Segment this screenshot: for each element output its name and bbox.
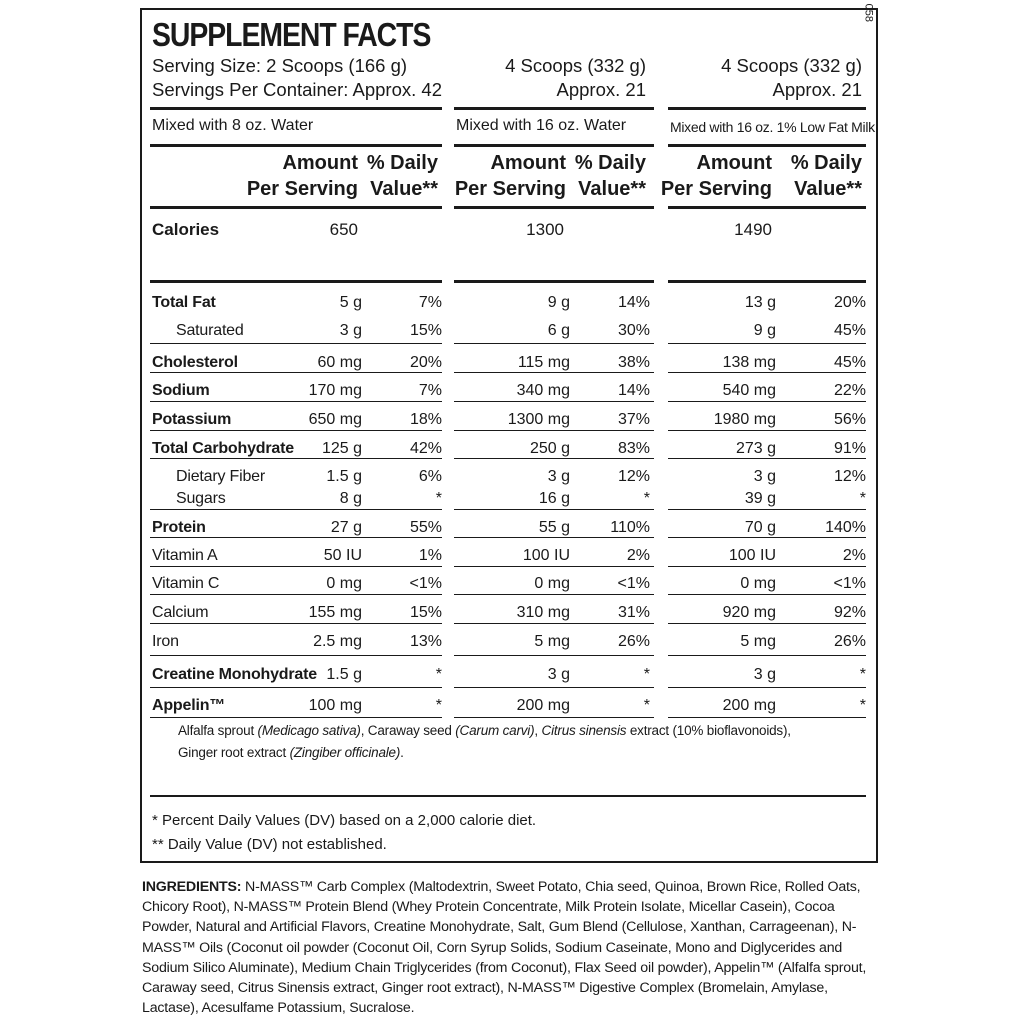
daily-value-col2: * [643, 666, 650, 683]
nutrient-row [142, 664, 880, 686]
amount-value-col3: 273 g [735, 440, 776, 457]
row-divider [454, 430, 654, 431]
daily-value-col2: 110% [610, 519, 650, 536]
row-divider [668, 594, 866, 595]
row-divider [454, 687, 654, 688]
daily-value-col2: 38% [617, 354, 650, 371]
divider [454, 280, 654, 283]
daily-value-col2: 31% [617, 604, 650, 621]
daily-value-col3: 26% [833, 633, 866, 650]
nutrient-label: Total Fat [152, 294, 216, 311]
label-code: 058 [862, 3, 874, 22]
daily-value-col3: 140% [825, 519, 866, 536]
footnote-dv: * Percent Daily Values (DV) based on a 2,000 calorie diet. [152, 812, 537, 829]
amount-value-col1: 170 mg [308, 382, 362, 399]
row-divider [150, 687, 442, 688]
row-divider [454, 401, 654, 402]
row-divider [668, 655, 866, 656]
daily-value-col2: 37% [617, 411, 650, 428]
amount-value-col3: 9 g [753, 322, 776, 339]
row-divider [668, 687, 866, 688]
row-divider [454, 717, 654, 718]
amount-value-col2: 9 g [547, 294, 570, 311]
nutrient-row [142, 545, 880, 567]
amount-header-col1: Amount Per Serving [246, 152, 358, 200]
row-divider [454, 594, 654, 595]
appelin-sources: Alfalfa sprout (Medicago sativa), Caraway seed (Carum carvi), Citrus sinensis extract (10% bioflavonoids), Ginger root extract (Zingiber officinale). [178, 723, 791, 760]
daily-value-col2: 12% [617, 468, 650, 485]
daily-value-col3: 22% [833, 382, 866, 399]
daily-value-col3: 20% [833, 294, 866, 311]
daily-value-col2: 83% [617, 440, 650, 457]
daily-value-col1: 15% [409, 322, 442, 339]
nutrient-row [142, 488, 880, 510]
amount-value-col2: 1300 mg [507, 411, 570, 428]
amount-value-col1: 1.5 g [326, 666, 362, 683]
daily-value-col3: 45% [833, 354, 866, 371]
amount-value-col1: 155 mg [308, 604, 362, 621]
amount-value-col2: 16 g [538, 490, 570, 507]
amount-value-col3: 200 mg [722, 697, 776, 714]
amount-value-col3: 0 mg [740, 575, 776, 592]
daily-value-col2: * [643, 490, 650, 507]
servings-per-container-col3: Approx. 21 [772, 79, 862, 100]
footnote-dv-not-established: ** Daily Value (DV) not established. [152, 836, 387, 853]
amount-value-col3: 13 g [744, 294, 776, 311]
amount-value-col2: 6 g [547, 322, 570, 339]
row-divider [150, 566, 442, 567]
nutrient-row [142, 695, 880, 717]
row-divider [668, 343, 866, 344]
nutrient-row [142, 631, 880, 653]
daily-value-col1: 42% [409, 440, 442, 457]
amount-value-col3: 920 mg [722, 604, 776, 621]
row-divider [454, 566, 654, 567]
daily-value-col1: 20% [409, 354, 442, 371]
daily-value-col3: 91% [833, 440, 866, 457]
daily-value-col2: 14% [617, 382, 650, 399]
row-divider [668, 717, 866, 718]
daily-value-col3: 2% [842, 547, 866, 564]
row-divider [454, 343, 654, 344]
amount-value-col2: 250 g [529, 440, 570, 457]
amount-value-col3: 100 IU [728, 547, 776, 564]
row-divider [668, 430, 866, 431]
nutrient-label: Vitamin C [152, 575, 220, 592]
amount-value-col2: 310 mg [516, 604, 570, 621]
nutrient-label: Potassium [152, 411, 232, 428]
ingredients-paragraph [142, 877, 882, 1018]
row-divider [668, 566, 866, 567]
amount-value-col3: 3 g [753, 666, 776, 683]
calories-col1: 650 [329, 220, 358, 239]
daily-value-col2: 14% [617, 294, 650, 311]
amount-value-col3: 3 g [753, 468, 776, 485]
nutrient-row [142, 409, 880, 431]
amount-value-col2: 115 mg [517, 354, 570, 371]
daily-value-col3: 45% [833, 322, 866, 339]
row-divider [150, 594, 442, 595]
daily-value-col1: 6% [418, 468, 442, 485]
daily-value-col2: 2% [626, 547, 650, 564]
divider [150, 795, 866, 797]
daily-value-col1: <1% [409, 575, 442, 592]
amount-value-col1: 27 g [330, 519, 362, 536]
row-divider [668, 509, 866, 510]
nutrient-label: Calcium [152, 604, 209, 621]
serving-size-col3: 4 Scoops (332 g) [721, 55, 862, 76]
divider [150, 107, 442, 110]
amount-value-col1: 50 IU [323, 547, 362, 564]
daily-value-col1: 1% [418, 547, 442, 564]
row-divider [150, 430, 442, 431]
servings-per-container-col1: Servings Per Container: Approx. 42 [152, 79, 442, 100]
nutrient-label: Protein [152, 519, 206, 536]
amount-value-col2: 200 mg [516, 697, 570, 714]
daily-value-col1: * [435, 490, 442, 507]
amount-value-col1: 650 mg [308, 411, 362, 428]
daily-value-col1: * [435, 666, 442, 683]
mixed-with-col2: Mixed with 16 oz. Water [456, 117, 627, 134]
daily-value-col3: * [859, 666, 866, 683]
nutrient-row [142, 380, 880, 402]
nutrient-row [142, 517, 880, 539]
daily-value-col1: 13% [409, 633, 442, 650]
row-divider [668, 458, 866, 459]
amount-value-col2: 100 IU [522, 547, 570, 564]
daily-value-col1: 7% [418, 382, 442, 399]
amount-value-col1: 8 g [339, 490, 362, 507]
amount-value-col3: 540 mg [722, 382, 776, 399]
amount-value-col1: 60 mg [317, 354, 362, 371]
calories-col2: 1300 [526, 220, 564, 239]
nutrient-label: Dietary Fiber [176, 468, 265, 485]
amount-value-col1: 125 g [321, 440, 362, 457]
dv-header-col1: % Daily Value** [366, 152, 438, 200]
amount-value-col3: 5 mg [740, 633, 776, 650]
divider [454, 107, 654, 110]
daily-value-col1: * [435, 697, 442, 714]
daily-value-col2: 30% [617, 322, 650, 339]
nutrient-row [142, 292, 880, 314]
amount-header-col3: Amount Per Serving [660, 152, 772, 200]
nutrient-label: Iron [152, 633, 179, 650]
nutrient-label: Sugars [176, 490, 226, 507]
row-divider [150, 458, 442, 459]
nutrient-row [142, 352, 880, 374]
nutrient-label: Cholesterol [152, 354, 238, 371]
mixed-with-col3: Mixed with 16 oz. 1% Low Fat Milk [670, 119, 875, 135]
calories-label: Calories [152, 220, 220, 239]
serving-size-col2: 4 Scoops (332 g) [505, 55, 646, 76]
amount-value-col1: 0 mg [326, 575, 362, 592]
row-divider [454, 458, 654, 459]
divider [668, 206, 866, 209]
nutrient-label: Total Carbohydrate [152, 440, 294, 457]
amount-value-col1: 3 g [339, 322, 362, 339]
amount-value-col1: 5 g [339, 294, 362, 311]
amount-value-col2: 3 g [547, 666, 570, 683]
row-divider [454, 537, 654, 538]
daily-value-col3: * [859, 490, 866, 507]
nutrient-row [142, 602, 880, 624]
dv-header-col3: % Daily Value** [790, 152, 862, 200]
mixed-with-col1: Mixed with 8 oz. Water [152, 117, 314, 134]
amount-value-col3: 70 g [744, 519, 776, 536]
nutrient-label: Saturated [176, 322, 244, 339]
row-divider [150, 717, 442, 718]
divider [454, 144, 654, 147]
amount-header-col2: Amount Per Serving [454, 152, 566, 200]
serving-size-col1: Serving Size: 2 Scoops (166 g) [152, 55, 408, 76]
supplement-facts-panel [140, 3, 878, 863]
amount-value-col1: 2.5 mg [313, 633, 362, 650]
ingredients-text: N-MASS™ Carb Complex (Maltodextrin, Sweet Potato, Chia seed, Quinoa, Brown Rice, Rolled Oats, Chicory Root), N-MASS™ Protein Blend (Whey Protein Concentrate, Milk Protein Isolate, Micellar Casein), Cocoa Powder, Natural and Artificial Flavors, Creatine Monohydrate, Salt, Gum Blend (Cellulose, Xanthan, Carrageenan), N-MASS™ Oils (Coconut oil powder (Coconut Oil, Corn Syrup Solids, Sodium Caseinate, Mono and Diglycerides and Sodium Silico Aluminate), Medium Chain Triglycerides (from Coconut), Flax Seed oil powder), Appelin™ (Alfalfa sprout, Caraway seed, Citrus Sinensis extract, Ginger root extract), N-MASS™ Digestive Complex (Bromelain, Amylase, Lactase), Acesulfame Potassium, Sucralose. [142, 879, 867, 1017]
ingredients-label: INGREDIENTS: [142, 879, 242, 895]
amount-value-col3: 138 mg [722, 354, 776, 371]
daily-value-col1: 7% [418, 294, 442, 311]
daily-value-col1: 55% [409, 519, 442, 536]
row-divider [454, 372, 654, 373]
row-divider [668, 537, 866, 538]
nutrient-row [142, 438, 880, 460]
amount-value-col2: 5 mg [534, 633, 570, 650]
daily-value-col3: 56% [833, 411, 866, 428]
servings-per-container-col2: Approx. 21 [556, 79, 646, 100]
amount-value-col2: 55 g [538, 519, 570, 536]
row-divider [668, 372, 866, 373]
nutrient-row [142, 466, 880, 488]
divider [668, 144, 866, 147]
nutrient-row [142, 573, 880, 595]
row-divider [150, 509, 442, 510]
nutrient-label: Creatine Monohydrate [152, 666, 317, 683]
panel-title: SUPPLEMENT FACTS [152, 16, 431, 53]
divider [668, 280, 866, 283]
row-divider [150, 655, 442, 656]
row-divider [150, 623, 442, 624]
row-divider [150, 343, 442, 344]
nutrient-label: Sodium [152, 382, 210, 399]
amount-value-col2: 3 g [547, 468, 570, 485]
divider [150, 280, 442, 283]
amount-value-col1: 100 mg [308, 697, 362, 714]
daily-value-col1: 15% [409, 604, 442, 621]
row-divider [454, 509, 654, 510]
dv-header-col2: % Daily Value** [574, 152, 646, 200]
row-divider [150, 401, 442, 402]
row-divider [668, 623, 866, 624]
nutrient-row [142, 320, 880, 342]
nutrient-label: Appelin™ [152, 697, 226, 714]
daily-value-col1: 18% [409, 411, 442, 428]
calories-col3: 1490 [734, 220, 772, 239]
amount-value-col3: 1980 mg [713, 411, 776, 428]
divider [668, 107, 866, 110]
divider [150, 144, 442, 147]
daily-value-col2: <1% [617, 575, 650, 592]
daily-value-col3: * [859, 697, 866, 714]
divider [150, 206, 442, 209]
daily-value-col3: 92% [833, 604, 866, 621]
daily-value-col2: 26% [617, 633, 650, 650]
amount-value-col2: 0 mg [534, 575, 570, 592]
amount-value-col1: 1.5 g [326, 468, 362, 485]
amount-value-col2: 340 mg [516, 382, 570, 399]
daily-value-col3: <1% [833, 575, 866, 592]
amount-value-col3: 39 g [744, 490, 776, 507]
daily-value-col3: 12% [833, 468, 866, 485]
row-divider [150, 537, 442, 538]
row-divider [150, 372, 442, 373]
divider [454, 206, 654, 209]
row-divider [454, 655, 654, 656]
row-divider [454, 623, 654, 624]
nutrient-label: Vitamin A [152, 547, 218, 564]
daily-value-col2: * [643, 697, 650, 714]
row-divider [668, 401, 866, 402]
